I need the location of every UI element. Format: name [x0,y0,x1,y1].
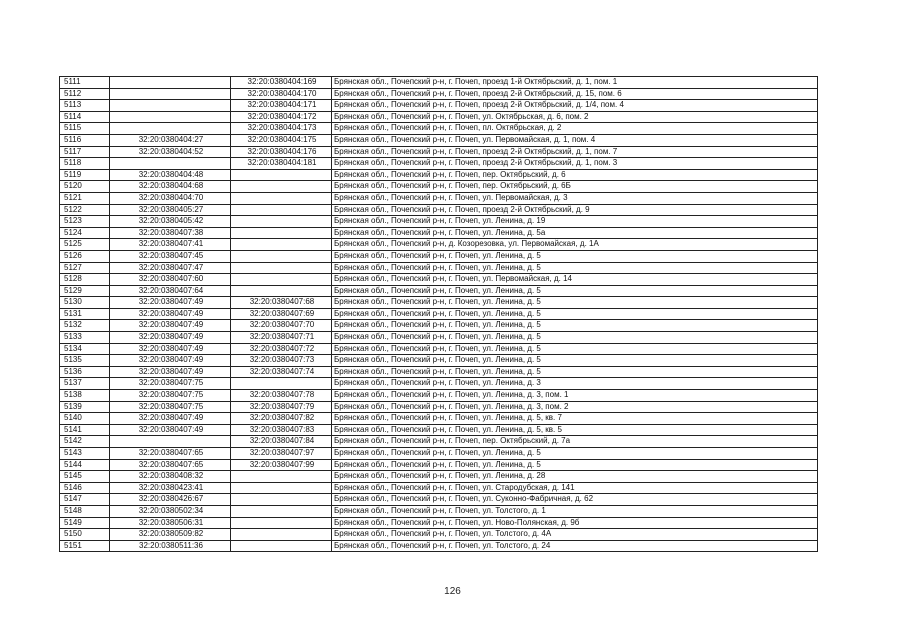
row-number-cell: 5137 [60,378,110,390]
row-number-cell: 5114 [60,111,110,123]
cadastral-number-cell [231,505,332,517]
row-number-cell: 5122 [60,204,110,216]
parent-cadastral-number-cell: 32:20:0380407:64 [110,285,231,297]
parent-cadastral-number-cell [110,158,231,170]
table-row [60,505,818,517]
address-cell: Брянская обл., Почепский р-н, г. Почеп, ул. Ленина, д. 5 [332,355,818,367]
parent-cadastral-number-cell: 32:20:0380407:45 [110,250,231,262]
address-cell: Брянская обл., Почепский р-н, г. Почеп, ул. Толстого, д. 24 [332,540,818,552]
table-row [60,285,818,297]
address-cell: Брянская обл., Почепский р-н, г. Почеп, проезд 2-й Октябрьский, д. 1, пом. 3 [332,158,818,170]
row-number-cell: 5127 [60,262,110,274]
cadastral-number-cell: 32:20:0380407:83 [231,424,332,436]
table-row [60,227,818,239]
address-cell: Брянская обл., Почепский р-н, г. Почеп, ул. Ленина, д. 5 [332,448,818,460]
cadastral-number-cell: 32:20:0380404:171 [231,100,332,112]
row-number-cell: 5121 [60,192,110,204]
address-cell: Брянская обл., Почепский р-н, г. Почеп, пл. Октябрьская, д. 2 [332,123,818,135]
table-row [60,540,818,552]
row-number-cell: 5150 [60,529,110,541]
cadastral-number-cell [231,471,332,483]
parent-cadastral-number-cell [110,436,231,448]
cadastral-number-cell [231,169,332,181]
cadastral-number-cell [231,216,332,228]
address-cell: Брянская обл., Почепский р-н, г. Почеп, пер. Октябрьский, д. 6 [332,169,818,181]
parent-cadastral-number-cell: 32:20:0380426:67 [110,494,231,506]
table-row [60,390,818,402]
row-number-cell: 5139 [60,401,110,413]
parent-cadastral-number-cell: 32:20:0380404:52 [110,146,231,158]
cadastral-number-cell: 32:20:0380407:69 [231,308,332,320]
address-cell: Брянская обл., Почепский р-н, г. Почеп, ул. Ленина, д. 5 [332,250,818,262]
address-cell: Брянская обл., Почепский р-н, г. Почеп, ул. Ленина, д. 5, кв. 7 [332,413,818,425]
cadastral-number-cell: 32:20:0380407:68 [231,297,332,309]
row-number-cell: 5136 [60,366,110,378]
row-number-cell: 5126 [60,250,110,262]
address-cell: Брянская обл., Почепский р-н, г. Почеп, ул. Ленина, д. 5 [332,366,818,378]
row-number-cell: 5128 [60,274,110,286]
cadastral-number-cell: 32:20:0380407:78 [231,390,332,402]
parent-cadastral-number-cell: 32:20:0380407:75 [110,390,231,402]
row-number-cell: 5115 [60,123,110,135]
parent-cadastral-number-cell: 32:20:0380405:27 [110,204,231,216]
row-number-cell: 5130 [60,297,110,309]
table-row [60,181,818,193]
cadastral-number-cell: 32:20:0380407:82 [231,413,332,425]
table-row [60,250,818,262]
address-cell: Брянская обл., Почепский р-н, г. Почеп, ул. Ленина, д. 3, пом. 1 [332,390,818,402]
row-number-cell: 5112 [60,88,110,100]
row-number-cell: 5151 [60,540,110,552]
row-number-cell: 5143 [60,448,110,460]
table-row [60,123,818,135]
table-row [60,204,818,216]
cadastral-number-cell [231,517,332,529]
table-row [60,459,818,471]
cadastral-number-cell: 32:20:0380404:169 [231,77,332,89]
parent-cadastral-number-cell: 32:20:0380509:82 [110,529,231,541]
table-row [60,100,818,112]
address-cell: Брянская обл., Почепский р-н, г. Почеп, ул. Первомайская, д. 14 [332,274,818,286]
row-number-cell: 5142 [60,436,110,448]
cadastral-number-cell [231,204,332,216]
row-number-cell: 5138 [60,390,110,402]
cadastral-number-cell [231,285,332,297]
table-row [60,517,818,529]
row-number-cell: 5111 [60,77,110,89]
parent-cadastral-number-cell: 32:20:0380407:49 [110,332,231,344]
page-number: 126 [444,586,461,597]
parent-cadastral-number-cell: 32:20:0380407:75 [110,401,231,413]
row-number-cell: 5129 [60,285,110,297]
table-row [60,192,818,204]
parent-cadastral-number-cell: 32:20:0380408:32 [110,471,231,483]
row-number-cell: 5125 [60,239,110,251]
row-number-cell: 5148 [60,505,110,517]
parent-cadastral-number-cell [110,111,231,123]
cadastral-number-cell [231,494,332,506]
cadastral-number-cell: 32:20:0380407:79 [231,401,332,413]
cadastral-number-cell: 32:20:0380404:175 [231,134,332,146]
row-number-cell: 5131 [60,308,110,320]
parent-cadastral-number-cell: 32:20:0380407:60 [110,274,231,286]
table-row [60,471,818,483]
address-cell: Брянская обл., Почепский р-н, г. Почеп, ул. Ново-Полянская, д. 9б [332,517,818,529]
parent-cadastral-number-cell: 32:20:0380404:70 [110,192,231,204]
parent-cadastral-number-cell [110,77,231,89]
parent-cadastral-number-cell: 32:20:0380407:65 [110,459,231,471]
cadastral-number-cell: 32:20:0380407:71 [231,332,332,344]
address-cell: Брянская обл., Почепский р-н, г. Почеп, ул. Толстого, д. 4А [332,529,818,541]
parent-cadastral-number-cell: 32:20:0380407:65 [110,448,231,460]
address-cell: Брянская обл., Почепский р-н, г. Почеп, ул. Ленина, д. 3 [332,378,818,390]
cadastral-number-cell: 32:20:0380404:172 [231,111,332,123]
table-row [60,355,818,367]
parent-cadastral-number-cell: 32:20:0380405:42 [110,216,231,228]
address-cell: Брянская обл., Почепский р-н, г. Почеп, проезд 2-й Октябрьский, д. 1/4, пом. 4 [332,100,818,112]
cadastral-table [59,76,818,552]
row-number-cell: 5144 [60,459,110,471]
table-row [60,308,818,320]
cadastral-number-cell: 32:20:0380407:84 [231,436,332,448]
cadastral-number-cell: 32:20:0380407:73 [231,355,332,367]
row-number-cell: 5146 [60,482,110,494]
cadastral-number-cell [231,262,332,274]
address-cell: Брянская обл., Почепский р-н, г. Почеп, ул. Суконно-Фабричная, д. 62 [332,494,818,506]
parent-cadastral-number-cell: 32:20:0380407:49 [110,297,231,309]
parent-cadastral-number-cell: 32:20:0380407:49 [110,424,231,436]
row-number-cell: 5147 [60,494,110,506]
parent-cadastral-number-cell: 32:20:0380407:49 [110,320,231,332]
parent-cadastral-number-cell: 32:20:0380407:49 [110,355,231,367]
address-cell: Брянская обл., Почепский р-н, г. Почеп, ул. Ленина, д. 28 [332,471,818,483]
parent-cadastral-number-cell: 32:20:0380404:48 [110,169,231,181]
cadastral-number-cell: 32:20:0380407:72 [231,343,332,355]
table-row [60,378,818,390]
address-cell: Брянская обл., Почепский р-н, г. Почеп, проезд 1-й Октябрьский, д. 1, пом. 1 [332,77,818,89]
table-row [60,529,818,541]
row-number-cell: 5113 [60,100,110,112]
address-cell: Брянская обл., Почепский р-н, г. Почеп, ул. Ленина, д. 5 [332,459,818,471]
table-row [60,262,818,274]
cadastral-number-cell [231,378,332,390]
table-row [60,146,818,158]
table-row [60,134,818,146]
address-cell: Брянская обл., Почепский р-н, г. Почеп, ул. Толстого, д. 1 [332,505,818,517]
cadastral-number-cell [231,274,332,286]
table-row [60,320,818,332]
table-row [60,448,818,460]
table-row [60,274,818,286]
cadastral-number-cell: 32:20:0380407:99 [231,459,332,471]
row-number-cell: 5140 [60,413,110,425]
row-number-cell: 5141 [60,424,110,436]
row-number-cell: 5133 [60,332,110,344]
table-row [60,216,818,228]
parent-cadastral-number-cell: 32:20:0380407:41 [110,239,231,251]
row-number-cell: 5132 [60,320,110,332]
row-number-cell: 5119 [60,169,110,181]
address-cell: Брянская обл., Почепский р-н, г. Почеп, ул. Ленина, д. 19 [332,216,818,228]
row-number-cell: 5117 [60,146,110,158]
table-row [60,482,818,494]
address-cell: Брянская обл., Почепский р-н, г. Почеп, проезд 2-й Октябрьский, д. 1, пом. 7 [332,146,818,158]
cadastral-number-cell: 32:20:0380404:181 [231,158,332,170]
parent-cadastral-number-cell: 32:20:0380407:75 [110,378,231,390]
address-cell: Брянская обл., Почепский р-н, г. Почеп, пер. Октябрьский, д. 6Б [332,181,818,193]
cadastral-number-cell [231,181,332,193]
table-row [60,158,818,170]
row-number-cell: 5134 [60,343,110,355]
parent-cadastral-number-cell: 32:20:0380506:31 [110,517,231,529]
row-number-cell: 5145 [60,471,110,483]
address-cell: Брянская обл., Почепский р-н, г. Почеп, ул. Ленина, д. 5 [332,285,818,297]
address-cell: Брянская обл., Почепский р-н, г. Почеп, ул. Ленина, д. 5а [332,227,818,239]
row-number-cell: 5149 [60,517,110,529]
parent-cadastral-number-cell: 32:20:0380407:49 [110,308,231,320]
table-row [60,366,818,378]
address-cell: Брянская обл., Почепский р-н, г. Почеп, ул. Ленина, д. 3, пом. 2 [332,401,818,413]
parent-cadastral-number-cell: 32:20:0380511:36 [110,540,231,552]
cadastral-number-cell [231,227,332,239]
table-row [60,239,818,251]
address-cell: Брянская обл., Почепский р-н, г. Почеп, ул. Ленина, д. 5 [332,343,818,355]
address-cell: Брянская обл., Почепский р-н, г. Почеп, ул. Первомайская, д. 1, пом. 4 [332,134,818,146]
cadastral-number-cell: 32:20:0380407:97 [231,448,332,460]
address-cell: Брянская обл., Почепский р-н, г. Почеп, ул. Ленина, д. 5 [332,308,818,320]
cadastral-number-cell: 32:20:0380404:173 [231,123,332,135]
address-cell: Брянская обл., Почепский р-н, г. Почеп, ул. Ленина, д. 5 [332,262,818,274]
address-cell: Брянская обл., Почепский р-н, г. Почеп, ул. Ленина, д. 5 [332,332,818,344]
cadastral-number-cell [231,250,332,262]
parent-cadastral-number-cell: 32:20:0380407:49 [110,343,231,355]
table-row [60,111,818,123]
cadastral-number-cell [231,482,332,494]
parent-cadastral-number-cell [110,100,231,112]
cadastral-number-cell [231,239,332,251]
table-body [60,77,818,552]
address-cell: Брянская обл., Почепский р-н, г. Почеп, ул. Стародубская, д. 141 [332,482,818,494]
row-number-cell: 5120 [60,181,110,193]
table-row [60,401,818,413]
table-row [60,77,818,89]
table-row [60,413,818,425]
parent-cadastral-number-cell [110,123,231,135]
cadastral-number-cell: 32:20:0380407:74 [231,366,332,378]
parent-cadastral-number-cell: 32:20:0380407:47 [110,262,231,274]
address-cell: Брянская обл., Почепский р-н, г. Почеп, проезд 2-й Октябрьский, д. 9 [332,204,818,216]
parent-cadastral-number-cell: 32:20:0380404:27 [110,134,231,146]
cadastral-number-cell [231,540,332,552]
table-row [60,169,818,181]
row-number-cell: 5118 [60,158,110,170]
table-row [60,424,818,436]
parent-cadastral-number-cell: 32:20:0380404:68 [110,181,231,193]
parent-cadastral-number-cell: 32:20:0380407:49 [110,366,231,378]
row-number-cell: 5135 [60,355,110,367]
row-number-cell: 5124 [60,227,110,239]
table-row [60,343,818,355]
parent-cadastral-number-cell: 32:20:0380502:34 [110,505,231,517]
cadastral-number-cell: 32:20:0380404:176 [231,146,332,158]
table-row [60,332,818,344]
address-cell: Брянская обл., Почепский р-н, д. Козорезовка, ул. Первомайская, д. 1А [332,239,818,251]
table-row [60,297,818,309]
row-number-cell: 5123 [60,216,110,228]
cadastral-number-cell [231,192,332,204]
cadastral-number-cell: 32:20:0380404:170 [231,88,332,100]
address-cell: Брянская обл., Почепский р-н, г. Почеп, ул. Первомайская, д. 3 [332,192,818,204]
table-row [60,436,818,448]
address-cell: Брянская обл., Почепский р-н, г. Почеп, ул. Ленина, д. 5 [332,320,818,332]
cadastral-number-cell: 32:20:0380407:70 [231,320,332,332]
address-cell: Брянская обл., Почепский р-н, г. Почеп, пер. Октябрьский, д. 7а [332,436,818,448]
cadastral-number-cell [231,529,332,541]
parent-cadastral-number-cell [110,88,231,100]
address-cell: Брянская обл., Почепский р-н, г. Почеп, проезд 2-й Октябрьский, д. 15, пом. 6 [332,88,818,100]
address-cell: Брянская обл., Почепский р-н, г. Почеп, ул. Октябрьская, д. 6, пом. 2 [332,111,818,123]
parent-cadastral-number-cell: 32:20:0380407:38 [110,227,231,239]
parent-cadastral-number-cell: 32:20:0380423:41 [110,482,231,494]
address-cell: Брянская обл., Почепский р-н, г. Почеп, ул. Ленина, д. 5, кв. 5 [332,424,818,436]
table-row [60,494,818,506]
address-cell: Брянская обл., Почепский р-н, г. Почеп, ул. Ленина, д. 5 [332,297,818,309]
table-row [60,88,818,100]
parent-cadastral-number-cell: 32:20:0380407:49 [110,413,231,425]
row-number-cell: 5116 [60,134,110,146]
